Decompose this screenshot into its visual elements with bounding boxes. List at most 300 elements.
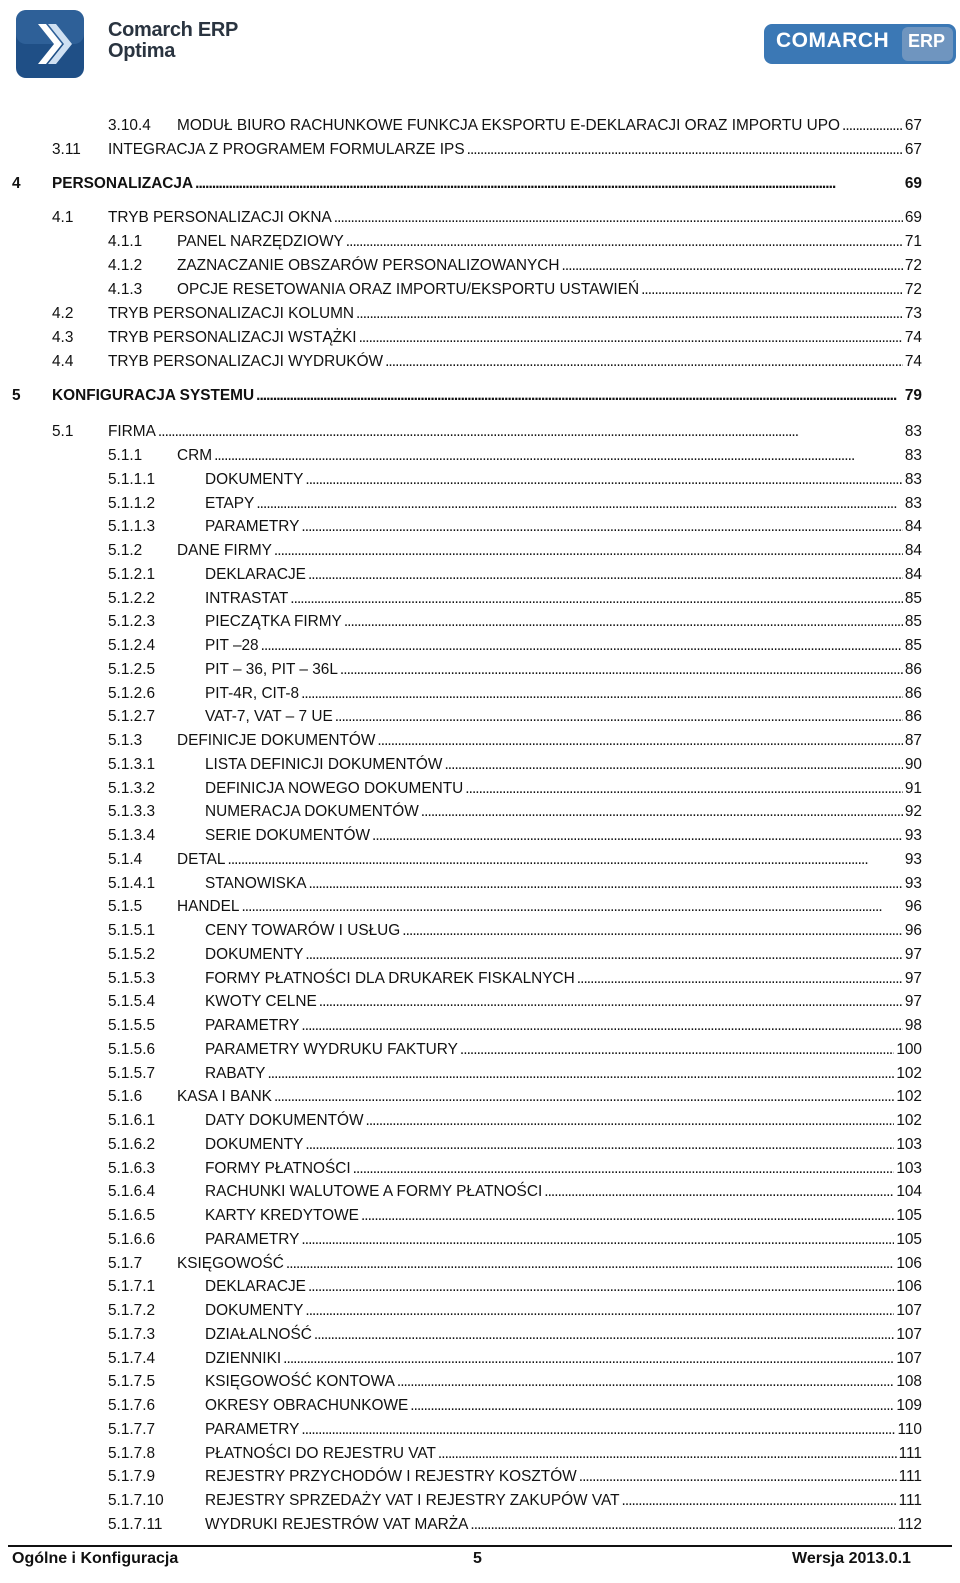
- toc-entry-title: PIT-4R, CIT-8: [205, 684, 300, 702]
- toc-entry-number: 4.4: [52, 353, 74, 370]
- product-logo-line1: Comarch ERP: [108, 19, 239, 41]
- toc-entry-number: 5.1.7.11: [108, 1515, 163, 1533]
- toc-leader-dots: [305, 1301, 894, 1321]
- toc-entry-page: 83: [904, 470, 922, 488]
- toc-entry-title: CRM: [177, 447, 213, 464]
- toc-entry-title: DEKLARACJE: [205, 565, 306, 583]
- toc-leader-dots: [577, 969, 903, 989]
- toc-leader-dots: [334, 208, 903, 228]
- toc-leader-dots: [335, 707, 903, 727]
- toc-entry[interactable]: [108, 1040, 922, 1060]
- toc-leader-dots: [377, 731, 903, 751]
- toc-leader-dots: [438, 1444, 897, 1464]
- toc-leader-dots: [283, 1349, 894, 1369]
- toc-leader-dots: [641, 280, 903, 300]
- toc-entry-title: DZIENNIKI: [205, 1349, 282, 1367]
- toc-entry-title: SERIE DOKUMENTÓW: [205, 827, 371, 844]
- toc-leader-dots: [361, 1206, 894, 1226]
- toc-entry-number: 5.1.6.5: [108, 1207, 156, 1224]
- toc-entry-page: 105: [896, 1207, 922, 1224]
- toc-entry-number: 5.1.6: [108, 1088, 143, 1106]
- toc-leader-dots: [340, 660, 903, 680]
- toc-entry-page: 111: [898, 1492, 922, 1509]
- toc-leader-dots: [301, 1230, 894, 1250]
- toc-leader-dots: [410, 1396, 894, 1416]
- toc-leader-dots: [562, 256, 903, 276]
- toc-entry-page: 111: [898, 1444, 922, 1462]
- toc-entry-page: 97: [904, 969, 922, 987]
- toc-entry-number: 4.2: [52, 305, 74, 322]
- toc-entry-title: PIT – 36, PIT – 36L: [205, 660, 338, 678]
- toc-leader-dots: [305, 1135, 894, 1155]
- toc-entry[interactable]: [12, 174, 922, 194]
- toc-entry-number: 5.1.2.4: [108, 637, 156, 654]
- toc-entry[interactable]: [108, 232, 922, 252]
- toc-entry[interactable]: [108, 1254, 922, 1274]
- toc-entry[interactable]: [108, 636, 922, 656]
- toc-entry[interactable]: [108, 470, 922, 490]
- toc-entry-title: PIECZĄTKA FIRMY: [205, 613, 342, 631]
- toc-entry-number: 5.1.7.2: [108, 1302, 156, 1319]
- toc-entry-title: STANOWISKA: [205, 874, 307, 892]
- toc-entry-number: 4.3: [52, 329, 74, 346]
- toc-entry[interactable]: [108, 660, 922, 680]
- brand-name: COMARCH: [776, 29, 890, 52]
- toc-entry-number: 5.1.7.4: [108, 1349, 156, 1367]
- toc-entry-title: CENY TOWARÓW I USŁUG: [205, 922, 401, 939]
- toc-leader-dots: [195, 174, 903, 194]
- toc-leader-dots: [467, 140, 903, 160]
- toc-entry-number: 5.1.6.3: [108, 1159, 156, 1177]
- toc-entry-number: 5.1.6.2: [108, 1135, 156, 1153]
- toc-entry-title: ETAPY: [205, 494, 255, 512]
- toc-entry-page: 111: [898, 1468, 922, 1486]
- toc-entry-title: KSIĘGOWOŚĆ KONTOWA: [205, 1373, 395, 1391]
- toc-leader-dots: [444, 755, 902, 775]
- toc-entry[interactable]: [108, 874, 922, 894]
- toc-entry-number: 5.1.2.3: [108, 613, 156, 631]
- toc-entry[interactable]: [52, 422, 922, 442]
- toc-entry-page: 69: [904, 175, 922, 192]
- toc-entry-title: LISTA DEFINICJI DOKUMENTÓW: [205, 755, 443, 773]
- toc-leader-dots: [402, 921, 903, 941]
- toc-entry-page: 107: [896, 1325, 922, 1343]
- toc-leader-dots: [308, 565, 903, 585]
- toc-entry-title: KWOTY CELNE: [205, 993, 317, 1011]
- toc-entry[interactable]: [108, 1420, 922, 1440]
- toc-entry[interactable]: [108, 494, 922, 514]
- toc-entry-number: 5.1.7.8: [108, 1444, 156, 1462]
- toc-leader-dots: [346, 232, 903, 252]
- toc-entry-page: 103: [896, 1159, 922, 1177]
- toc-entry-title: REJESTRY PRZYCHODÓW I REJESTRY KOSZTÓW: [205, 1468, 577, 1486]
- toc-entry-page: 92: [904, 803, 922, 821]
- toc-entry-page: 109: [896, 1397, 922, 1414]
- toc-entry[interactable]: [108, 1325, 922, 1345]
- toc-leader-dots: [301, 684, 903, 704]
- toc-entry-title: INTRASTAT: [205, 589, 289, 607]
- toc-entry-number: 5.1.1.1: [108, 470, 156, 488]
- toc-entry-title: DETAL: [177, 850, 226, 868]
- toc-entry-number: 5.1.5.1: [108, 922, 156, 939]
- toc-entry-title: FORMY PŁATNOŚCI DLA DRUKAREK FISKALNYCH: [205, 969, 575, 987]
- toc-entry-title: RABATY: [205, 1064, 266, 1082]
- toc-entry-number: 5.1.4: [108, 850, 143, 868]
- toc-entry-number: 5.1.6.6: [108, 1230, 156, 1248]
- toc-entry-title: WYDRUKI REJESTRÓW VAT MARŻA: [205, 1515, 469, 1533]
- footer-document-title: Ogólne i Konfiguracja: [12, 1550, 179, 1567]
- toc-entry[interactable]: [108, 1491, 922, 1511]
- toc-entry[interactable]: [108, 707, 922, 727]
- toc-entry-page: 84: [904, 565, 922, 583]
- toc-entry-title: PARAMETRY: [205, 518, 300, 536]
- toc-leader-dots: [344, 612, 903, 632]
- comarch-erp-optima-logo-icon: [14, 8, 86, 80]
- toc-entry-page: 74: [904, 329, 922, 346]
- toc-entry[interactable]: [108, 1087, 922, 1107]
- toc-leader-dots: [301, 517, 903, 537]
- toc-entry[interactable]: [52, 304, 922, 324]
- toc-entry[interactable]: [108, 517, 922, 537]
- brand-erp: ERP: [908, 31, 946, 51]
- toc-leader-dots: [301, 1420, 895, 1440]
- toc-leader-dots: [842, 116, 903, 136]
- toc-entry-title: TRYB PERSONALIZACJI OKNA: [108, 209, 332, 226]
- toc-entry-number: 3.11: [52, 141, 81, 158]
- toc-entry[interactable]: [108, 446, 922, 466]
- toc-entry[interactable]: [108, 779, 922, 799]
- toc-leader-dots: [305, 470, 903, 490]
- toc-entry-title: KARTY KREDYTOWE: [205, 1207, 359, 1224]
- footer-divider: [8, 1545, 952, 1547]
- toc-entry-page: 100: [896, 1040, 922, 1058]
- toc-entry[interactable]: [108, 850, 922, 870]
- toc-entry-page: 87: [904, 732, 922, 749]
- page-header: [0, 0, 960, 90]
- toc-entry[interactable]: [108, 1230, 922, 1250]
- toc-entry-page: 105: [896, 1230, 922, 1248]
- toc-leader-dots: [421, 802, 903, 822]
- toc-entry-page: 106: [896, 1278, 922, 1296]
- toc-entry[interactable]: [52, 208, 922, 228]
- toc-entry-title: PERSONALIZACJA: [52, 175, 194, 192]
- toc-entry-title: VAT-7, VAT – 7 UE: [205, 708, 333, 726]
- toc-entry-number: 4.1.1: [108, 233, 143, 250]
- toc-entry-title: RACHUNKI WALUTOWE A FORMY PŁATNOŚCI: [205, 1183, 543, 1201]
- toc-entry-page: 96: [904, 898, 922, 916]
- toc-entry-page: 96: [904, 922, 922, 939]
- toc-leader-dots: [308, 1277, 894, 1297]
- toc-entry-title: KASA I BANK: [177, 1088, 272, 1106]
- toc-leader-dots: [397, 1372, 894, 1392]
- toc-entry-title: DZIAŁALNOŚĆ: [205, 1325, 312, 1343]
- toc-entry-page: 93: [904, 874, 922, 892]
- toc-entry[interactable]: [108, 565, 922, 585]
- toc-leader-dots: [241, 897, 902, 917]
- toc-entry-number: 5.1.2.7: [108, 708, 156, 726]
- toc-entry[interactable]: [108, 589, 922, 609]
- toc-entry-page: 107: [896, 1349, 922, 1367]
- toc-leader-dots: [256, 494, 903, 514]
- toc-entry[interactable]: [108, 1396, 922, 1416]
- toc-entry-title: KSIĘGOWOŚĆ: [177, 1254, 284, 1272]
- toc-entry[interactable]: [108, 1277, 922, 1297]
- toc-entry-page: 83: [904, 494, 922, 512]
- toc-entry-page: 102: [896, 1088, 922, 1106]
- toc-entry-title: PARAMETRY: [205, 1420, 300, 1438]
- toc-entry-title: PANEL NARZĘDZIOWY: [177, 233, 344, 250]
- toc-entry-page: 73: [904, 305, 922, 322]
- toc-entry-page: 72: [904, 257, 922, 274]
- toc-entry-number: 5.1.2.5: [108, 660, 156, 678]
- toc-entry-number: 4: [12, 175, 21, 192]
- toc-entry-number: 5.1.7.1: [108, 1278, 156, 1296]
- toc-entry-title: PIT –28: [205, 637, 259, 654]
- toc-entry-page: 83: [904, 447, 922, 464]
- toc-entry-page: 107: [896, 1302, 922, 1319]
- toc-entry[interactable]: [108, 945, 922, 965]
- toc-entry[interactable]: [108, 1515, 922, 1535]
- toc-leader-dots: [470, 1515, 895, 1535]
- toc-entry-number: 5.1.7.3: [108, 1325, 156, 1343]
- toc-entry-number: 5.1.5.7: [108, 1064, 156, 1082]
- toc-entry-page: 102: [896, 1112, 922, 1129]
- toc-entry-number: 5.1.7.5: [108, 1373, 156, 1391]
- toc-entry-title: DEKLARACJE: [205, 1278, 306, 1296]
- toc-entry[interactable]: [108, 1135, 922, 1155]
- toc-entry-number: 5.1.5.6: [108, 1040, 156, 1058]
- toc-entry[interactable]: [108, 755, 922, 775]
- toc-entry[interactable]: [108, 969, 922, 989]
- toc-leader-dots: [319, 992, 903, 1012]
- toc-entry-title: NUMERACJA DOKUMENTÓW: [205, 803, 419, 821]
- toc-entry-title: KONFIGURACJA SYSTEMU: [52, 387, 255, 404]
- toc-entry-number: 5.1.2.2: [108, 589, 156, 607]
- toc-leader-dots: [314, 1325, 894, 1345]
- toc-entry-number: 5.1.7.6: [108, 1397, 156, 1414]
- toc-entry-page: 90: [904, 755, 922, 773]
- toc-entry-page: 85: [904, 589, 922, 607]
- toc-entry-page: 84: [904, 518, 922, 536]
- toc-entry-page: 85: [904, 637, 922, 654]
- toc-entry-number: 5.1.1.3: [108, 518, 156, 536]
- toc-leader-dots: [261, 636, 903, 656]
- toc-entry-page: 79: [904, 387, 922, 404]
- toc-entry-number: 5.1.6.1: [108, 1112, 156, 1129]
- toc-entry[interactable]: [108, 1182, 922, 1202]
- toc-entry[interactable]: [108, 1372, 922, 1392]
- toc-leader-dots: [290, 589, 903, 609]
- toc-entry-number: 5.1.7.7: [108, 1420, 156, 1438]
- toc-entry-page: 93: [904, 850, 922, 868]
- toc-leader-dots: [274, 1087, 894, 1107]
- toc-entry-number: 5.1.1: [108, 447, 143, 464]
- toc-entry-title: DANE FIRMY: [177, 542, 272, 559]
- toc-entry-number: 3.10.4: [108, 117, 151, 134]
- toc-leader-dots: [214, 446, 903, 466]
- toc-entry-title: PARAMETRY: [205, 1230, 300, 1248]
- toc-entry-page: 93: [904, 827, 922, 844]
- toc-leader-dots: [227, 850, 902, 870]
- toc-entry[interactable]: [108, 541, 922, 561]
- toc-entry-title: TRYB PERSONALIZACJI WSTĄŻKI: [108, 329, 357, 346]
- toc-entry-number: 5.1.5.2: [108, 945, 156, 963]
- toc-leader-dots: [158, 422, 903, 442]
- toc-entry[interactable]: [108, 1206, 922, 1226]
- toc-leader-dots: [385, 352, 903, 372]
- toc-entry-title: PARAMETRY: [205, 1017, 300, 1034]
- toc-entry-title: PŁATNOŚCI DO REJESTRU VAT: [205, 1444, 436, 1462]
- toc-entry-page: 98: [904, 1017, 922, 1034]
- toc-entry-page: 104: [896, 1183, 922, 1201]
- toc-entry-title: REJESTRY SPRZEDAŻY VAT I REJESTRY ZAKUPÓW VAT: [205, 1492, 620, 1509]
- toc-entry-title: INTEGRACJA Z PROGRAMEM FORMULARZE IPS: [108, 141, 465, 158]
- toc-entry[interactable]: [108, 1016, 922, 1036]
- toc-leader-dots: [305, 945, 903, 965]
- toc-leader-dots: [286, 1254, 894, 1274]
- toc-entry-page: 86: [904, 684, 922, 702]
- toc-entry[interactable]: [52, 140, 922, 160]
- toc-entry-number: 5.1.7.9: [108, 1468, 156, 1486]
- toc-entry-number: 4.1.3: [108, 281, 143, 298]
- toc-leader-dots: [267, 1064, 894, 1084]
- toc-leader-dots: [356, 304, 903, 324]
- toc-leader-dots: [301, 1016, 903, 1036]
- toc-leader-dots: [465, 779, 903, 799]
- toc-entry-title: DEFINICJA NOWEGO DOKUMENTU: [205, 779, 464, 797]
- toc-entry-number: 5.1.7.10: [108, 1492, 164, 1509]
- toc-entry-title: FORMY PŁATNOŚCI: [205, 1159, 351, 1177]
- toc-entry[interactable]: [108, 731, 922, 751]
- toc-entry-number: 5.1: [52, 423, 74, 440]
- toc-leader-dots: [544, 1182, 894, 1202]
- footer-version: Wersja 2013.0.1: [792, 1550, 911, 1567]
- toc-entry-number: 4.1.2: [108, 257, 143, 274]
- toc-entry[interactable]: [108, 1444, 922, 1464]
- toc-entry-number: 5.1.3.2: [108, 779, 156, 797]
- toc-leader-dots: [460, 1040, 894, 1060]
- toc-entry-number: 5.1.2: [108, 542, 143, 559]
- toc-entry-title: FIRMA: [108, 423, 156, 440]
- toc-entry-title: DOKUMENTY: [205, 1135, 304, 1153]
- toc-entry-title: DOKUMENTY: [205, 1302, 304, 1319]
- toc-entry-page: 84: [904, 542, 922, 559]
- toc-entry-page: 108: [896, 1373, 922, 1391]
- toc-entry-page: 86: [904, 708, 922, 726]
- toc-entry-page: 69: [904, 209, 922, 226]
- toc-entry-number: 5.1.7: [108, 1254, 143, 1272]
- toc-entry-number: 5.1.5.4: [108, 993, 156, 1011]
- toc-entry-title: DOKUMENTY: [205, 945, 304, 963]
- toc-entry-number: 5.1.1.2: [108, 494, 156, 512]
- toc-entry-page: 110: [897, 1420, 922, 1438]
- product-logo-text: [108, 20, 238, 62]
- footer-page-number: 5: [473, 1550, 482, 1567]
- toc-entry-title: HANDEL: [177, 898, 240, 916]
- toc-entry-title: MODUŁ BIURO RACHUNKOWE FUNKCJA EKSPORTU E-DEKLARACJI ORAZ IMPORTU UPO: [177, 117, 841, 134]
- toc-entry-page: 72: [904, 281, 922, 298]
- toc-entry-number: 5.1.2.6: [108, 684, 156, 702]
- toc-entry[interactable]: [108, 256, 922, 276]
- toc-entry-title: OPCJE RESETOWANIA ORAZ IMPORTU/EKSPORTU USTAWIEŃ: [177, 281, 640, 298]
- toc-leader-dots: [274, 541, 903, 561]
- toc-entry-number: 4.1: [52, 209, 74, 226]
- toc-entry-page: 67: [904, 117, 922, 134]
- toc-entry-number: 5.1.2.1: [108, 565, 156, 583]
- toc-entry-page: 102: [896, 1064, 922, 1082]
- toc-entry-page: 91: [904, 779, 922, 797]
- toc-entry[interactable]: [52, 352, 922, 372]
- toc-entry-number: 5.1.3: [108, 732, 143, 749]
- toc-entry-title: ZAZNACZANIE OBSZARÓW PERSONALIZOWANYCH: [177, 257, 560, 274]
- toc-leader-dots: [579, 1467, 897, 1487]
- toc-entry-title: TRYB PERSONALIZACJI WYDRUKÓW: [108, 353, 384, 370]
- toc-entry-page: 103: [896, 1135, 922, 1153]
- toc-entry-number: 5.1.5.5: [108, 1017, 156, 1034]
- toc-entry[interactable]: [108, 921, 922, 941]
- toc-leader-dots: [308, 874, 902, 894]
- toc-entry-title: DATY DOKUMENTÓW: [205, 1112, 364, 1129]
- toc-entry-title: TRYB PERSONALIZACJI KOLUMN: [108, 305, 355, 322]
- toc-entry-page: 74: [904, 353, 922, 370]
- toc-entry[interactable]: [108, 684, 922, 704]
- toc-leader-dots: [372, 826, 903, 846]
- toc-entry[interactable]: [52, 328, 922, 348]
- toc-entry-page: 71: [904, 233, 922, 250]
- toc-entry[interactable]: [108, 826, 922, 846]
- toc-entry-page: 97: [904, 993, 922, 1011]
- toc-entry-title: DEFINICJE DOKUMENTÓW: [177, 732, 376, 749]
- toc-entry-page: 106: [896, 1254, 922, 1272]
- toc-entry-title: PARAMETRY WYDRUKU FAKTURY: [205, 1040, 458, 1058]
- toc-entry-number: 5.1.3.4: [108, 827, 156, 844]
- toc-entry-title: DOKUMENTY: [205, 470, 304, 488]
- toc-leader-dots: [359, 328, 903, 348]
- toc-entry-page: 67: [904, 141, 922, 158]
- toc-leader-dots: [365, 1111, 894, 1131]
- toc-entry-number: 5.1.5.3: [108, 969, 156, 987]
- toc-entry[interactable]: [108, 612, 922, 632]
- toc-entry-number: 5.1.6.4: [108, 1183, 156, 1201]
- toc-entry[interactable]: [108, 1064, 922, 1084]
- toc-entry-title: OKRESY OBRACHUNKOWE: [205, 1397, 409, 1414]
- toc-entry[interactable]: [12, 386, 922, 406]
- toc-entry-page: 112: [897, 1515, 922, 1533]
- toc-entry[interactable]: [108, 992, 922, 1012]
- toc-entry-number: 5.1.5: [108, 898, 143, 916]
- toc-entry-page: 83: [904, 423, 922, 440]
- toc-entry-number: 5.1.4.1: [108, 874, 156, 892]
- toc-leader-dots: [353, 1159, 895, 1179]
- toc-entry[interactable]: [108, 1301, 922, 1321]
- toc-entry[interactable]: [108, 1111, 922, 1131]
- toc-entry[interactable]: [108, 802, 922, 822]
- toc-entry-number: 5: [12, 387, 21, 404]
- toc-entry[interactable]: [108, 280, 922, 300]
- toc-entry[interactable]: [108, 1467, 922, 1487]
- toc-entry[interactable]: [108, 897, 922, 917]
- toc-leader-dots: [622, 1491, 897, 1511]
- toc-entry[interactable]: [108, 116, 922, 136]
- toc-entry-page: 97: [904, 945, 922, 963]
- toc-entry-page: 86: [904, 660, 922, 678]
- toc-entry[interactable]: [108, 1159, 922, 1179]
- product-logo-line2: Optima: [108, 40, 176, 62]
- toc-entry[interactable]: [108, 1349, 922, 1369]
- toc-entry-page: 85: [904, 613, 922, 631]
- toc-entry-number: 5.1.3.3: [108, 803, 156, 821]
- toc-leader-dots: [256, 386, 903, 406]
